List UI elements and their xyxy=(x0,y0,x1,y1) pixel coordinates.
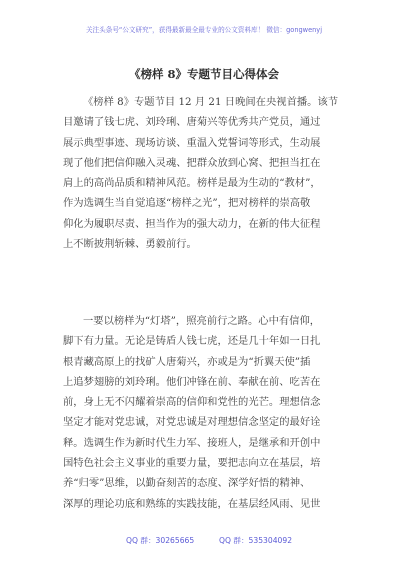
text-line: 《榜样 8》专题节目 12 月 21 日晚间在央视首播。该节 xyxy=(83,96,339,108)
text-line: 前，身上无不闪耀着崇高的信仰和党性的光芒。理想信念 xyxy=(63,396,321,409)
text-line: 展示典型事迹、现场访谈、重温入党誓词等形式，生动展 xyxy=(63,136,321,149)
text-line: 养“归零”思维，以勤奋刻苦的态度、深学好悟的精神、 xyxy=(63,477,311,490)
text-line: 国特色社会主义事业的重要力量，要把志向立在基层，培 xyxy=(63,457,321,470)
text-line: 一要以榜样为“灯塔”，照亮前行之路。心中有信仰， xyxy=(83,315,321,327)
paragraph xyxy=(63,311,353,514)
text-line: 目邀请了钱七虎、刘玲琍、唐菊兴等优秀共产党员，通过 xyxy=(63,116,321,129)
text-line: 根青藏高原上的找矿人唐菊兴，亦或是为“折翼天使”插 xyxy=(63,355,311,368)
text-line: 肩上的高尚品质和精神风范。榜样是最为生动的“教材”， xyxy=(63,177,321,190)
text-line: 上追梦翅膀的刘玲琍。他们冲锋在前、奉献在前、吃苦在 xyxy=(63,375,321,388)
text-line: 坚定才能对党忠诚，对党忠诚是对理想信念坚定的最好诠 xyxy=(63,416,321,429)
paragraph xyxy=(63,92,353,254)
header-banner: 关注头条号“公文研究”，获得最新最全最专业的公文资料库！ 微信：gongwenyj xyxy=(85,26,323,34)
text-line: 释。选调生作为新时代生力军、接班人，是继承和开创中 xyxy=(63,436,321,449)
text-line: 深厚的理论功底和熟练的实践技能，在基层经风雨、见世 xyxy=(63,497,321,510)
qq-group-right: QQ 群：535304092 xyxy=(219,536,293,545)
qq-group-left: QQ 群：30265665 xyxy=(126,536,195,545)
text-line: 上不断披荆斩棘、勇毅前行。 xyxy=(63,238,197,251)
text-line: 仰化为履职尽责、担当作为的强大动力，在新的伟大征程 xyxy=(63,217,321,230)
text-line: 作为选调生当自觉追逐“榜样之光”，把对榜样的崇高敬 xyxy=(63,197,311,210)
text-line: 脚下有力量。无论是铸盾人钱七虎，还是几十年如一日扎 xyxy=(63,335,321,348)
text-line: 现了他们把信仰融入灵魂、把群众放到心窝、把担当扛在 xyxy=(63,156,321,169)
document-title: 《榜样 8》专题节目心得体会 xyxy=(128,67,279,81)
page-footer xyxy=(0,535,408,549)
